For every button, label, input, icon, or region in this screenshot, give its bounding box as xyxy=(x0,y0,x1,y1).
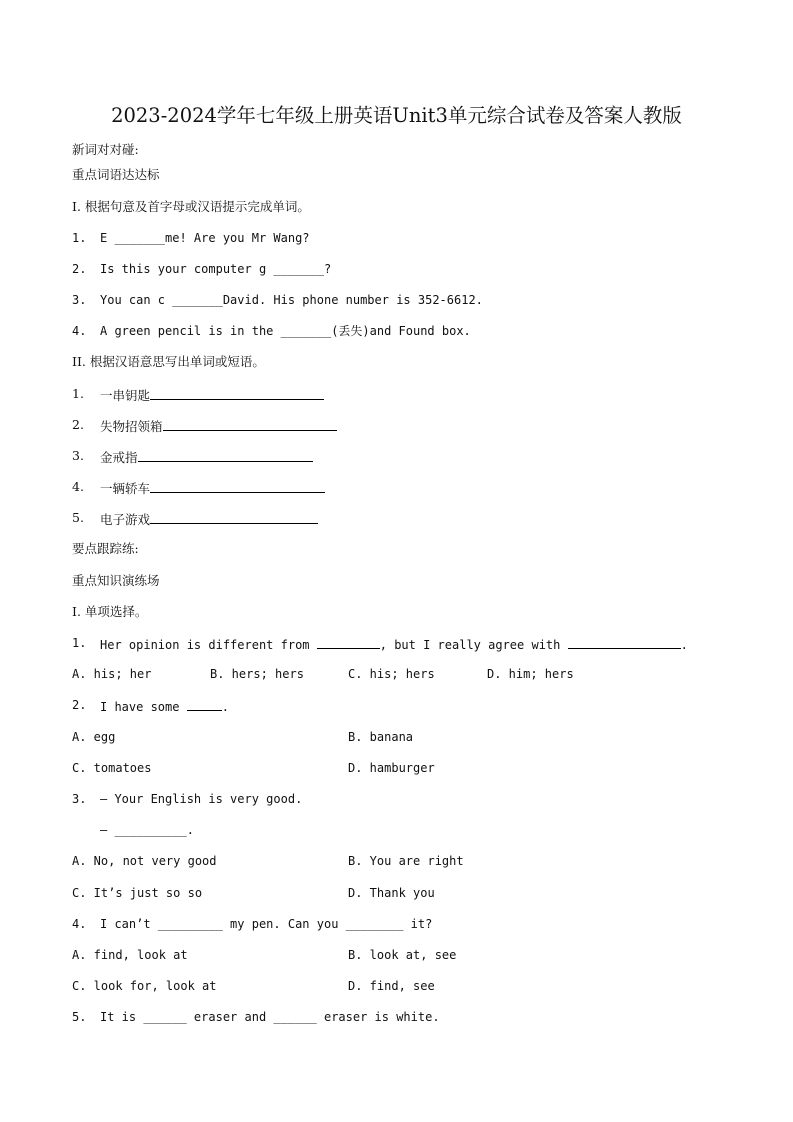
part2-q3 xyxy=(100,448,313,466)
part2-q2-text: 失物招领箱 xyxy=(100,419,163,434)
part1-q4-text: A green pencil is in the _______(丢失)and Found box. xyxy=(100,324,471,338)
q1-option-b[interactable]: B. hers; hers xyxy=(210,667,304,681)
answer-blank[interactable] xyxy=(187,697,222,711)
q2-text-post: . xyxy=(221,700,229,714)
part1-q3-number: 3. xyxy=(72,293,87,307)
q2-text-pre: I have some xyxy=(100,700,187,714)
q3-number: 3. xyxy=(72,792,87,806)
answer-blank[interactable] xyxy=(317,635,380,649)
q4-option-a[interactable]: A. find, look at xyxy=(72,948,188,962)
answer-blank[interactable] xyxy=(568,635,681,649)
answer-blank[interactable] xyxy=(150,510,318,524)
q1-option-d[interactable]: D. him; hers xyxy=(487,667,574,681)
q3-option-a[interactable]: A. No, not very good xyxy=(72,854,217,868)
section-follow: 要点跟踪练: xyxy=(72,541,139,556)
q1-option-c[interactable]: C. his; hers xyxy=(348,667,435,681)
q2-option-a[interactable]: A. egg xyxy=(72,730,116,744)
part2-q1-number: 1. xyxy=(72,386,84,401)
section-new-words: 新词对对碰: xyxy=(72,142,139,157)
page-title: 2023-2024学年七年级上册英语Unit3单元综合试卷及答案人教版 xyxy=(111,104,682,127)
part2-q5-number: 5. xyxy=(72,510,84,525)
part1-heading: I. 根据句意及首字母或汉语提示完成单词。 xyxy=(72,199,310,214)
q4-option-b[interactable]: B. look at, see xyxy=(348,948,457,962)
q4-number: 4. xyxy=(72,917,87,931)
part2-q3-text: 金戒指 xyxy=(100,450,138,465)
q1-text xyxy=(100,635,688,653)
q2-option-d[interactable]: D. hamburger xyxy=(348,761,435,775)
q3-line2: — __________. xyxy=(100,823,194,837)
part1-q4-number: 4. xyxy=(72,324,87,338)
q4-option-d[interactable]: D. find, see xyxy=(348,979,435,993)
q3-option-d[interactable]: D. Thank you xyxy=(348,886,435,900)
answer-blank[interactable] xyxy=(163,417,337,431)
part2-q2 xyxy=(100,417,337,435)
part2-q4-text: 一辆轿车 xyxy=(100,481,151,496)
part2-q2-number: 2. xyxy=(72,417,84,432)
part3-heading: I. 单项选择。 xyxy=(72,604,148,619)
part2-heading: II. 根据汉语意思写出单词或短语。 xyxy=(72,354,265,369)
part2-q3-number: 3. xyxy=(72,448,84,463)
part2-q1-text: 一串钥匙 xyxy=(100,388,151,403)
part2-q4-number: 4. xyxy=(72,479,84,494)
q2-text xyxy=(100,697,229,715)
q1-number: 1. xyxy=(72,636,87,650)
q1-text-post: . xyxy=(680,638,688,652)
part1-q2-text: Is this your computer g _______? xyxy=(100,262,332,276)
answer-blank[interactable] xyxy=(138,448,313,462)
q2-option-c[interactable]: C. tomatoes xyxy=(72,761,152,775)
part2-q5 xyxy=(100,510,318,528)
part2-q4 xyxy=(100,479,325,497)
q5-number: 5. xyxy=(72,1010,87,1024)
q5-text: It is ______ eraser and ______ eraser is white. xyxy=(100,1010,440,1024)
q3-option-c[interactable]: C. It’s just so so xyxy=(72,886,203,900)
q4-text: I can’t _________ my pen. Can you ________ it? xyxy=(100,917,433,931)
q3-option-b[interactable]: B. You are right xyxy=(348,854,464,868)
answer-blank[interactable] xyxy=(150,479,325,493)
answer-blank[interactable] xyxy=(150,386,324,400)
section-key-words: 重点词语达达标 xyxy=(72,167,160,182)
q2-option-b[interactable]: B. banana xyxy=(348,730,414,744)
q2-number: 2. xyxy=(72,698,87,712)
part2-q1 xyxy=(100,386,324,404)
part2-q5-text: 电子游戏 xyxy=(100,512,151,527)
part1-q2-number: 2. xyxy=(72,262,87,276)
q1-text-pre: Her opinion is different from xyxy=(100,638,317,652)
part1-q1-number: 1. xyxy=(72,231,87,245)
q4-option-c[interactable]: C. look for, look at xyxy=(72,979,217,993)
part1-q3-text: You can c _______David. His phone number is 352-6612. xyxy=(100,293,483,307)
part1-q1-text: E _______me! Are you Mr Wang? xyxy=(100,231,310,245)
q1-text-mid: , but I really agree with xyxy=(379,638,568,652)
section-practice: 重点知识演练场 xyxy=(72,573,160,588)
q1-option-a[interactable]: A. his; her xyxy=(72,667,152,681)
q3-line1: — Your English is very good. xyxy=(100,792,303,806)
